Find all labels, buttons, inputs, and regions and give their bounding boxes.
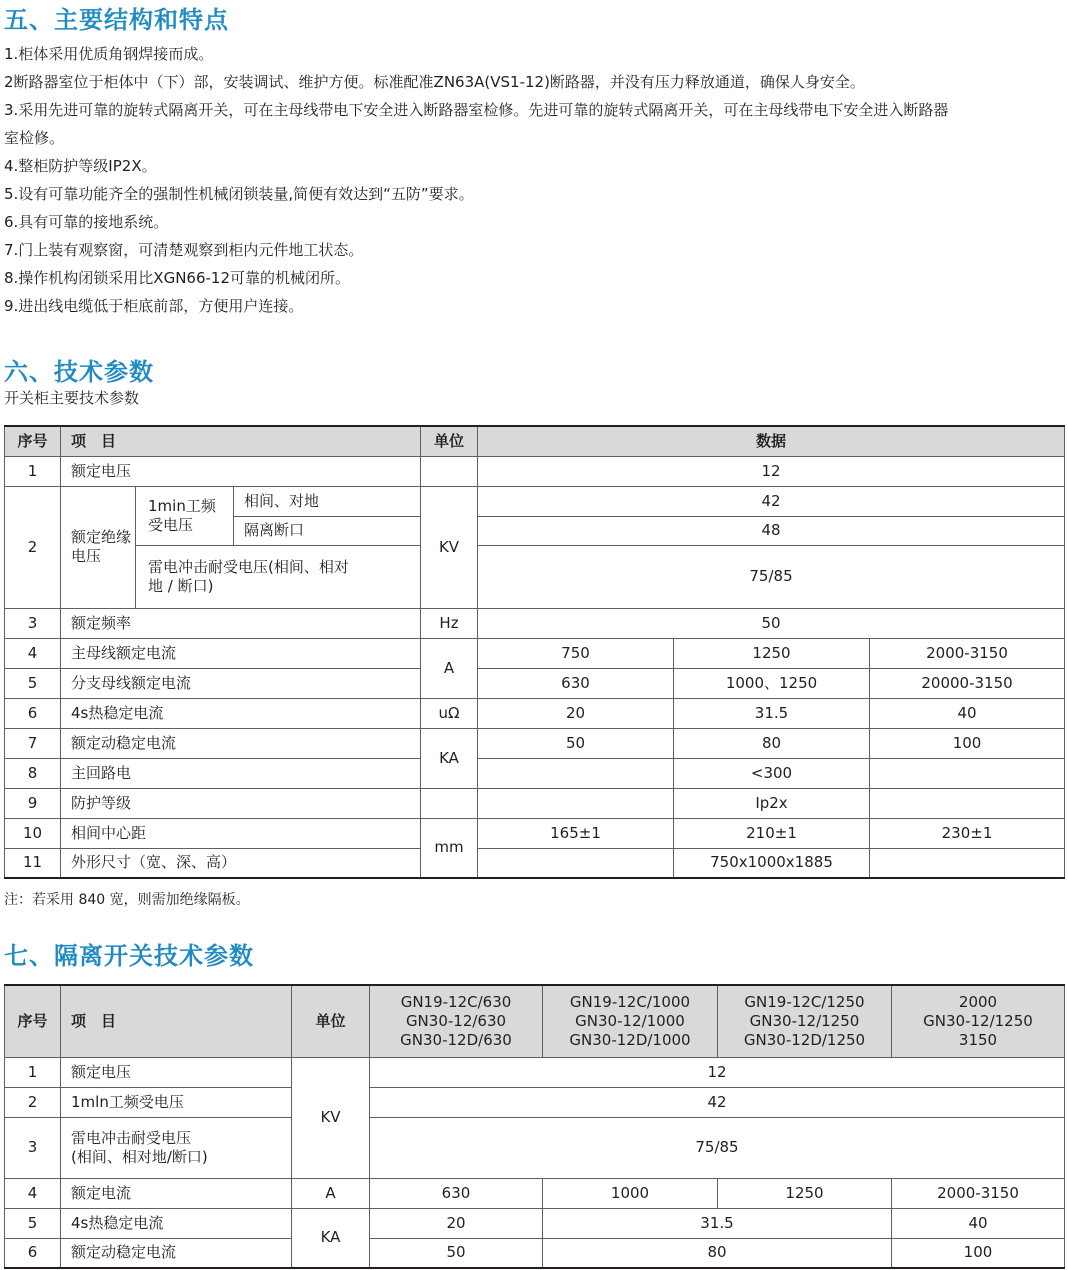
row-item: 4s热稳定电流 xyxy=(61,1208,292,1238)
row-no: 9 xyxy=(5,788,61,818)
table-row xyxy=(5,1238,1065,1268)
row-value: 750x1000x1885 xyxy=(674,848,870,878)
row-value xyxy=(478,788,674,818)
row-value: 50 xyxy=(370,1238,543,1268)
disconnector-parameters-table xyxy=(4,984,1065,1269)
header-data: 数据 xyxy=(478,426,1065,456)
row-item: 相间中心距 xyxy=(61,818,421,848)
row-value: 75/85 xyxy=(478,545,1065,608)
row-no: 6 xyxy=(5,1238,61,1268)
row-item: 额定动稳定电流 xyxy=(61,1238,292,1268)
table-row xyxy=(5,788,1065,818)
row-value: 50 xyxy=(478,728,674,758)
header-item: 项 目 xyxy=(61,426,421,456)
row-no: 10 xyxy=(5,818,61,848)
row-value: 20 xyxy=(370,1208,543,1238)
row-value: 48 xyxy=(478,516,1065,545)
model-label: GN19-12C/1000 xyxy=(569,992,691,1011)
row-no: 1 xyxy=(5,456,61,486)
table-row xyxy=(5,486,1065,516)
table-row xyxy=(5,1057,1065,1087)
row-item: 额定绝缘电压 xyxy=(61,486,136,608)
row-value: 12 xyxy=(478,456,1065,486)
row-unit: KV xyxy=(292,1057,370,1178)
row-value xyxy=(870,758,1065,788)
row-no: 4 xyxy=(5,1178,61,1208)
row-value xyxy=(478,848,674,878)
row-item: 外形尺寸（宽、深、高） xyxy=(61,848,421,878)
row-value: 40 xyxy=(892,1208,1065,1238)
row-item: 额定电压 xyxy=(61,1057,292,1087)
row-item: 额定动稳定电流 xyxy=(61,728,421,758)
table-row xyxy=(5,608,1065,638)
section5-item: 7.门上装有观察窗，可清楚观察到柜内元件地工状态。 xyxy=(4,241,364,259)
model-label: GN30-12D/1000 xyxy=(569,1030,691,1049)
section5-item: 3.采用先进可靠的旋转式隔离开关，可在主母线带电下安全进入断路器室检修。先进可靠的旋转式隔离开关，可在主母线带电下安全进入断路器 xyxy=(4,101,949,119)
model-label: 2000 xyxy=(958,992,998,1011)
row-item-line: 雷电冲击耐受电压 xyxy=(71,1128,192,1147)
table-row xyxy=(5,668,1065,698)
table-row xyxy=(5,758,1065,788)
row-item-line: (相间、相对地/断口) xyxy=(71,1147,208,1166)
row-no: 6 xyxy=(5,698,61,728)
row-subitem: 相间、对地 xyxy=(234,486,421,516)
header-model-630 xyxy=(370,985,543,1057)
model-label: GN30-12/630 xyxy=(405,1011,507,1030)
row-unit: uΩ xyxy=(421,698,478,728)
header-model-2000-3150 xyxy=(892,985,1065,1057)
row-value: 42 xyxy=(370,1087,1065,1117)
model-label: GN30-12D/1250 xyxy=(743,1030,866,1049)
table-row xyxy=(5,1087,1065,1117)
row-item: 4s热稳定电流 xyxy=(61,698,421,728)
section5-item: 室检修。 xyxy=(4,129,65,147)
section6-title: 六、技术参数 xyxy=(4,358,154,386)
row-no: 2 xyxy=(5,486,61,608)
row-no: 4 xyxy=(5,638,61,668)
row-value: Ip2x xyxy=(674,788,870,818)
row-no: 7 xyxy=(5,728,61,758)
row-item xyxy=(61,1117,292,1178)
row-value: 750 xyxy=(478,638,674,668)
row-unit xyxy=(421,456,478,486)
row-item: 防护等级 xyxy=(61,788,421,818)
header-no: 序号 xyxy=(5,985,61,1057)
row-value: 230±1 xyxy=(870,818,1065,848)
section5-item: 1.柜体采用优质角钢焊接而成。 xyxy=(4,45,214,63)
row-unit: A xyxy=(421,638,478,698)
row-value: 1000、1250 xyxy=(674,668,870,698)
row-no: 3 xyxy=(5,608,61,638)
section5-item: 5.设有可靠功能齐全的强制性机械闭锁装量,简便有效达到“五防”要求。 xyxy=(4,185,474,203)
table-row xyxy=(5,1178,1065,1208)
header-model-1000 xyxy=(543,985,718,1057)
model-label: GN19-12C/630 xyxy=(400,992,512,1011)
row-value: 100 xyxy=(870,728,1065,758)
row-value: 50 xyxy=(478,608,1065,638)
row-value xyxy=(870,788,1065,818)
row-value: 80 xyxy=(674,728,870,758)
row-value: 31.5 xyxy=(543,1208,892,1238)
row-value: 630 xyxy=(478,668,674,698)
table-row xyxy=(5,728,1065,758)
model-label: GN30-12/1250 xyxy=(749,1011,860,1030)
table-row xyxy=(5,456,1065,486)
header-model-1250 xyxy=(718,985,892,1057)
row-unit: KV xyxy=(421,486,478,608)
table-row xyxy=(5,638,1065,668)
row-no: 8 xyxy=(5,758,61,788)
section5-item: 8.操作机构闭锁采用比XGN66-12可靠的机械闭所。 xyxy=(4,269,351,287)
row-no: 11 xyxy=(5,848,61,878)
section5-item: 6.具有可靠的接地系统。 xyxy=(4,213,169,231)
table-header-row xyxy=(5,426,1065,456)
row-value: 31.5 xyxy=(674,698,870,728)
row-item: 额定电压 xyxy=(61,456,421,486)
row-item: 分支母线额定电流 xyxy=(61,668,421,698)
row-subitem: 1min工频受电压 xyxy=(136,486,234,545)
section6-note: 注：若采用 840 宽，则需加绝缘隔板。 xyxy=(4,892,250,908)
row-unit: A xyxy=(292,1178,370,1208)
table-row xyxy=(5,698,1065,728)
row-subitem: 雷电冲击耐受电压(相间、相对地 / 断口) xyxy=(136,545,421,608)
row-value: 210±1 xyxy=(674,818,870,848)
row-item: 额定电流 xyxy=(61,1178,292,1208)
table-row xyxy=(5,545,1065,608)
row-value: 1000 xyxy=(543,1178,718,1208)
row-no: 1 xyxy=(5,1057,61,1087)
table-header-row xyxy=(5,985,1065,1057)
model-label: GN30-12D/630 xyxy=(400,1030,512,1049)
row-no: 5 xyxy=(5,1208,61,1238)
row-value: 2000-3150 xyxy=(870,638,1065,668)
row-value: 75/85 xyxy=(370,1117,1065,1178)
row-item: 主回路电 xyxy=(61,758,421,788)
row-value: 80 xyxy=(543,1238,892,1268)
row-no: 5 xyxy=(5,668,61,698)
header-item: 项 目 xyxy=(61,985,292,1057)
section7-title: 七、隔离开关技术参数 xyxy=(4,942,254,970)
header-unit: 单位 xyxy=(292,985,370,1057)
row-value: 12 xyxy=(370,1057,1065,1087)
row-value: 630 xyxy=(370,1178,543,1208)
row-value xyxy=(478,758,674,788)
section5-item: 9.进出线电缆低于柜底前部，方便用户连接。 xyxy=(4,297,304,315)
row-value: 20 xyxy=(478,698,674,728)
row-unit: KA xyxy=(292,1208,370,1268)
section6-subtitle: 开关柜主要技术参数 xyxy=(4,389,140,407)
row-value: 165±1 xyxy=(478,818,674,848)
row-no: 2 xyxy=(5,1087,61,1117)
row-value: 2000-3150 xyxy=(892,1178,1065,1208)
row-unit xyxy=(421,788,478,818)
model-label: GN30-12/1250 xyxy=(923,1011,1033,1030)
row-unit: Hz xyxy=(421,608,478,638)
table-row xyxy=(5,848,1065,878)
row-subitem: 隔离断口 xyxy=(234,516,421,545)
row-item: 1mln工频受电压 xyxy=(61,1087,292,1117)
header-unit: 单位 xyxy=(421,426,478,456)
row-unit: KA xyxy=(421,728,478,788)
row-value: <300 xyxy=(674,758,870,788)
row-value: 42 xyxy=(478,486,1065,516)
row-value: 1250 xyxy=(674,638,870,668)
row-no: 3 xyxy=(5,1117,61,1178)
row-item: 额定频率 xyxy=(61,608,421,638)
model-label: GN30-12/1000 xyxy=(575,1011,685,1030)
row-item: 主母线额定电流 xyxy=(61,638,421,668)
row-value: 1250 xyxy=(718,1178,892,1208)
table-row xyxy=(5,818,1065,848)
section5-item: 2断路器室位于柜体中（下）部，安装调试、维护方便。标准配准ZN63A(VS1-12)断路器，并没有压力释放通道，确保人身安全。 xyxy=(4,73,865,91)
row-value xyxy=(870,848,1065,878)
table-row xyxy=(5,1208,1065,1238)
model-label: 3150 xyxy=(958,1030,998,1049)
row-unit: mm xyxy=(421,818,478,878)
row-value: 100 xyxy=(892,1238,1065,1268)
section5-item: 4.整柜防护等级IP2X。 xyxy=(4,157,157,175)
switchgear-parameters-table xyxy=(4,425,1065,879)
row-value: 20000-3150 xyxy=(870,668,1065,698)
table-row xyxy=(5,1117,1065,1178)
model-label: GN19-12C/1250 xyxy=(744,992,865,1011)
row-value: 40 xyxy=(870,698,1065,728)
section5-title: 五、主要结构和特点 xyxy=(4,6,229,34)
header-no: 序号 xyxy=(5,426,61,456)
